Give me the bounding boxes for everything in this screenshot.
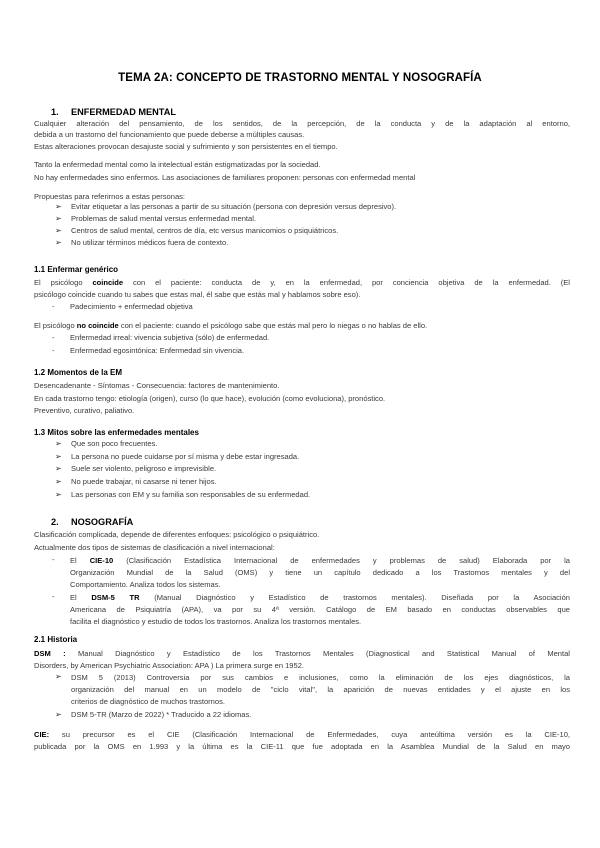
paragraph: publicada por la OMS en 1.993 y la última es la CIE-11 que fue adoptada en la Asamblea Mundial de la Salud en mayo <box>34 742 570 751</box>
list-item: DSM 5 (2013) Controversia por sus cambios e inclusiones, como la eliminación de los ejes diagnósticos, la <box>71 673 570 682</box>
subsection-heading: 2.1 Historia <box>34 635 78 644</box>
list-item: ➢ No puede trabajar, ni casarse ni tener hijos. <box>55 477 217 486</box>
arrow-bullet-icon: ➢ <box>55 464 62 473</box>
arrow-bullet-icon: ➢ <box>55 238 62 247</box>
paragraph: Preventivo, curativo, paliativo. <box>34 406 135 415</box>
list-item: El CIE-10 (Clasificación Estadística Internacional de enfermedades y problemas de salud) Elaborada por la <box>70 556 570 565</box>
list-item: - Enfermedad egosintónica: Enfermedad sin vivencia. <box>52 346 245 355</box>
arrow-bullet-icon: ➢ <box>55 490 62 499</box>
arrow-bullet-icon: ➢ <box>55 452 62 461</box>
paragraph: debida a un trastorno del funcionamiento que puede deberse a múltiples causas. <box>34 130 305 139</box>
list-item: ➢ Que son poco frecuentes. <box>55 439 158 448</box>
arrow-bullet-icon: ➢ <box>55 672 62 681</box>
list-item: - Enfermedad irreal: vivencia subjetiva (sólo) de enfermedad. <box>52 333 270 342</box>
paragraph: En cada trastorno tengo: etiología (origen), curso (lo que hace), evolución (como evoluciona), pronóstico. <box>34 394 386 403</box>
paragraph: No hay enfermedades sino enfermos. Las asociaciones de familiares proponen: personas con enfermedad mental <box>34 173 416 182</box>
list-item-continuation: facilita el diagnóstico y estudio de todos los trastornos. Analiza los trastornos mentales. <box>70 617 362 626</box>
arrow-bullet-icon: ➢ <box>55 226 62 235</box>
list-item: ➢ Las personas con EM y su familia son responsables de su enfermedad. <box>55 490 311 499</box>
subsection-heading: 1.2 Momentos de la EM <box>34 368 123 377</box>
list-item-continuation: Comportamiento. Analiza todos los sistemas. <box>70 580 221 589</box>
arrow-bullet-icon: ➢ <box>55 439 62 448</box>
paragraph: DSM : Manual Diagnóstico y Estadístico de los Trastornos Mentales (Diagnostical and Statistical Manual of Mental <box>34 649 570 658</box>
paragraph: psicólogo coincide cuando tu sabes que estas mal, él sabe que estás mal y hablamos sobre eso). <box>34 290 361 299</box>
section-title: ENFERMEDAD MENTAL <box>71 107 176 117</box>
list-item: ➢ Problemas de salud mental versus enfermedad mental. <box>55 214 256 223</box>
list-item-continuation: criterios de diagnóstico de muchos trastornos. <box>71 697 225 706</box>
list-item: El DSM-5 TR (Manual Diagnóstico y Estadístico de trastornos mentales). Diseñada por la Asociación <box>70 593 570 602</box>
list-item-dash: - <box>52 555 55 564</box>
list-item: ➢ La persona no puede cuidarse por sí misma y debe estar ingresada. <box>55 452 300 461</box>
list-item: ➢ Centros de salud mental, centros de día, etc versus manicomios o psiquiátricos. <box>55 226 339 235</box>
subsection-heading: 1.3 Mitos sobre las enfermedades mentales <box>34 428 199 437</box>
list-item: ➢ DSM 5-TR (Marzo de 2022) * Traducido a 22 idiomas. <box>55 710 252 719</box>
document-title: TEMA 2A: CONCEPTO DE TRASTORNO MENTAL Y NOSOGRAFÍA <box>118 72 482 84</box>
list-item-dash: - <box>52 592 55 601</box>
list-item: ➢ No utilizar términos médicos fuera de contexto. <box>55 238 229 247</box>
list-item-continuation: Americana de Psiquiatría (APA), va por su 4ª versión. Catálogo de EM basado en conductas observables que <box>70 605 570 614</box>
section-number: 2. <box>51 517 59 527</box>
paragraph: Estas alteraciones provocan desajuste social y sufrimiento y son persistentes en el tiempo. <box>34 142 338 151</box>
paragraph: Propuestas para referirnos a estas personas: <box>34 192 186 201</box>
section-2-heading <box>51 517 133 527</box>
list-item-continuation: Organización Mundial de la Salud (OMS) y tiene un capítulo dedicado a los Trastornos mentales y del <box>70 568 570 577</box>
paragraph: Desencadenante - Síntomas - Consecuencia: factores de mantenimiento. <box>34 381 280 390</box>
paragraph: Tanto la enfermedad mental como la intelectual están estigmatizadas por la sociedad. <box>34 160 321 169</box>
section-1-heading <box>51 107 176 117</box>
paragraph: Actualmente dos tipos de sistemas de clasificación a nivel internacional: <box>34 543 275 552</box>
arrow-bullet <box>55 672 71 681</box>
section-title: NOSOGRAFÍA <box>71 517 134 527</box>
subsection-heading: 1.1 Enfermar genérico <box>34 265 119 274</box>
list-item: ➢ Suele ser violento, peligroso e imprevisible. <box>55 464 217 473</box>
paragraph: Disorders, by American Psychiatric Association: APA ) La primera surge en 1952. <box>34 661 304 670</box>
section-number: 1. <box>51 107 59 117</box>
arrow-bullet-icon: ➢ <box>55 477 62 486</box>
list-item: ➢ Evitar etiquetar a las personas a partir de su situación (persona con depresión versus depresivo). <box>55 202 397 211</box>
paragraph: CIE: su precursor es el CIE (Clasificación Internacional de Enfermedades, cuya anteúltima versión es la CIE-10, <box>34 730 570 739</box>
paragraph: Clasificación complicada, depende de diferentes enfoques: psicológico o psiquiátrico. <box>34 530 320 539</box>
list-item: - Padecimiento + enfermedad objetiva <box>52 302 193 311</box>
paragraph: El psicólogo coincide con el paciente: conducta de y, en la enfermedad, por conciencia objetiva de la enfermedad. (El <box>34 278 570 287</box>
paragraph: Cualquier alteración del pensamiento, de los sentidos, de la percepción, de la conducta y de la adaptación al entorno, <box>34 119 570 128</box>
arrow-bullet-icon: ➢ <box>55 202 62 211</box>
paragraph: El psicólogo no coincide con el paciente: cuando el psicólogo sabe que estás mal pero lo niegas o no hablas de ello. <box>34 321 428 330</box>
list-item-continuation: organización del manual en un modelo de "ciclo vital", la aparición de nuevas entidades y el ajuste en los <box>71 685 570 694</box>
arrow-bullet-icon: ➢ <box>55 214 62 223</box>
arrow-bullet-icon: ➢ <box>55 710 62 719</box>
